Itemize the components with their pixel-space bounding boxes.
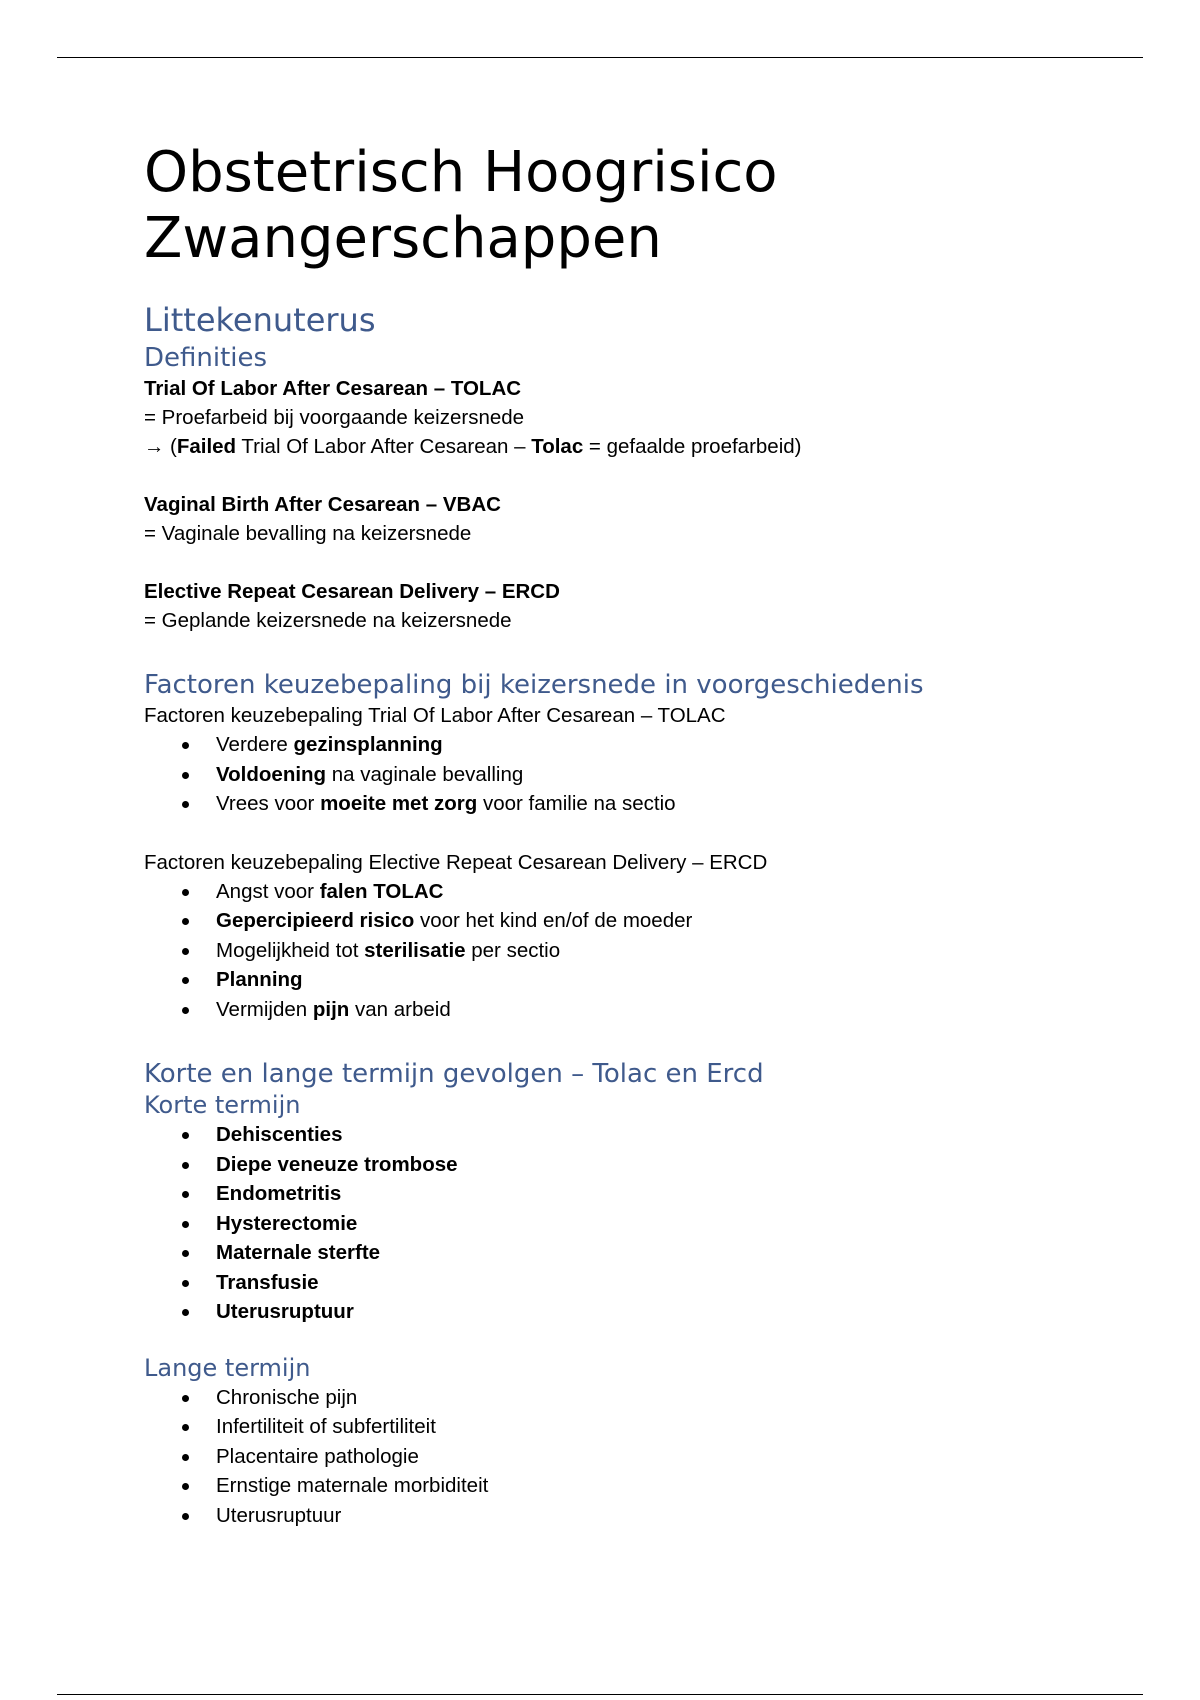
definition-vbac [144,490,1104,548]
heading-definities: Definities [144,343,268,373]
definition-term: Vaginal Birth After Cesarean – VBAC [144,493,501,516]
list-item: Maternale sterfte [144,1238,1104,1268]
heading-korte-termijn: Korte termijn [144,1091,301,1119]
list-item: Dehiscenties [144,1120,1104,1150]
document-body [144,140,1104,1530]
definition-meaning: = Vaginale bevalling na keizersnede [144,522,472,545]
list-item: Hysterectomie [144,1209,1104,1239]
footer-rule [57,1694,1143,1695]
definition-term: Trial Of Labor After Cesarean – TOLAC [144,377,522,400]
header-rule [57,57,1143,58]
list-item: Angst voor falen TOLAC [144,877,1104,907]
tolac-intro: Factoren keuzebepaling Trial Of Labor After Cesarean – TOLAC [144,704,726,727]
heading-gevolgen: Korte en lange termijn gevolgen – Tolac en Ercd [144,1059,764,1089]
list-item: Gepercipieerd risico voor het kind en/of de moeder [144,906,1104,936]
heading-lange-termijn: Lange termijn [144,1353,311,1382]
list-item: Uterusruptuur [144,1501,1104,1531]
definition-tolac [144,374,1104,461]
ercd-intro: Factoren keuzebepaling Elective Repeat Cesarean Delivery – ERCD [144,850,768,874]
lange-termijn-list [144,1383,1104,1531]
definition-meaning: = Proefarbeid bij voorgaande keizersnede [144,406,525,429]
definition-meaning: = Geplande keizersnede na keizersnede [144,609,512,632]
list-item: Vermijden pijn van arbeid [144,995,1104,1025]
document-title [144,140,1104,272]
title-line-2: Zwangerschappen [144,206,662,271]
title-line-1: Obstetrisch Hoogrisico [144,140,778,205]
failed-tolac-line: → (Failed Trial Of Labor After Cesarean – Tolac = gefaalde proefarbeid) [144,432,1104,461]
arrow-right-icon: → [144,435,165,458]
tolac-factor-list [144,730,1104,819]
list-item: Uterusruptuur [144,1297,1104,1327]
heading-littekenuterus: Littekenuterus [144,301,376,339]
list-item: Endometritis [144,1179,1104,1209]
heading-factoren: Factoren keuzebepaling bij keizersnede in voorgeschiedenis [144,670,924,700]
list-item: Chronische pijn [144,1383,1104,1413]
list-item: Mogelijkheid tot sterilisatie per sectio [144,936,1104,966]
list-item: Vrees voor moeite met zorg voor familie na sectio [144,789,1104,819]
list-item: Placentaire pathologie [144,1442,1104,1472]
definition-term: Elective Repeat Cesarean Delivery – ERCD [144,580,560,603]
definition-ercd [144,577,1104,635]
list-item: Infertiliteit of subfertiliteit [144,1412,1104,1442]
list-item: Voldoening na vaginale bevalling [144,760,1104,790]
list-item: Planning [144,965,1104,995]
list-item: Transfusie [144,1268,1104,1298]
korte-termijn-list [144,1120,1104,1327]
list-item: Ernstige maternale morbiditeit [144,1471,1104,1501]
ercd-factor-list [144,877,1104,1025]
list-item: Diepe veneuze trombose [144,1150,1104,1180]
list-item: Verdere gezinsplanning [144,730,1104,760]
